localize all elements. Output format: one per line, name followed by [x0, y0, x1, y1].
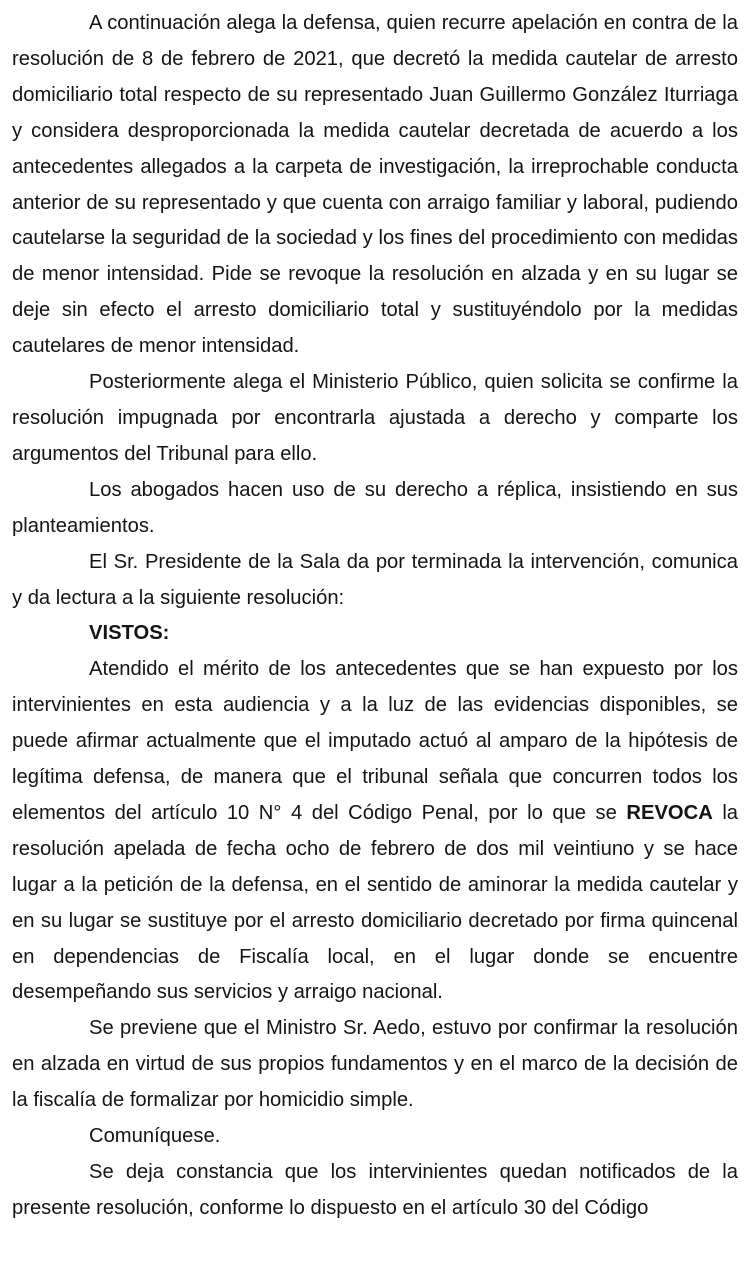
paragraph-reply: Los abogados hacen uso de su derecho a réplica, insistiendo en sus planteamientos. — [12, 478, 738, 537]
vistos-heading — [12, 616, 738, 652]
revoca-keyword: REVOCA — [626, 801, 713, 824]
vistos-text-after: la resolución apelada de fecha ocho de febrero de dos mil veintiuno y se hace lugar a la petición de la defensa, en el sentido de aminorar la medida cautelar y en su lugar se sustituye por el arresto domiciliario decretado por firma quincenal en dependencias de Fiscalía local, en el lugar donde se encuentre desempeñando sus servicios y arraigo nacional. — [12, 801, 739, 1004]
paragraph-comuniquese: Comuníquese. — [89, 1125, 221, 1148]
paragraph-public-ministry: Posteriormente alega el Ministerio Público, quien solicita se confirme la resolución impugnada por encontrarla ajustada a derecho y comparte los argumentos del Tribunal para ello. — [12, 371, 738, 465]
document-page — [12, 6, 738, 1227]
paragraph-defense-appeal: A continuación alega la defensa, quien recurre apelación en contra de la resolución de 8 de febrero de 2021, que decretó la medida cautelar de arresto domiciliario total respecto de su representado Juan Guillermo González Iturriaga y considera desproporcionada la medida cautelar decretada de acuerdo a los antecedentes allegados a la carpeta de investigación, la irreprochable conducta anterior de su representado y que cuenta con arraigo familiar y laboral, pudiendo cautelarse la seguridad de la sociedad y los fines del procedimiento con medidas de menor intensidad. Pide se revoque la resolución en alzada y en su lugar se deje sin efecto el arresto domiciliario total y sustituyéndolo por la medidas cautelares de menor intensidad. — [12, 12, 738, 358]
vistos-heading-text: VISTOS: — [89, 622, 170, 645]
paragraph-president: El Sr. Presidente de la Sala da por terminada la intervención, comunica y da lectura a la siguiente resolución: — [12, 550, 738, 609]
paragraph-notification: Se deja constancia que los intervinientes quedan notificados de la presente resolución, conforme lo dispuesto en el artículo 30 del Código — [12, 1161, 738, 1219]
paragraph-vistos — [12, 652, 738, 1011]
paragraph-prevention: Se previene que el Ministro Sr. Aedo, estuvo por confirmar la resolución en alzada en virtud de sus propios fundamentos y en el marco de la decisión de la fiscalía de formalizar por homicidio simple. — [12, 1017, 738, 1112]
vistos-text-before: Atendido el mérito de los antecedentes que se han expuesto por los intervinientes en esta audiencia y a la luz de las evidencias disponibles, se puede afirmar actualmente que el imputado actuó al amparo de la hipótesis de legítima defensa, de manera que el tribunal señala que concurren todos los elementos del artículo 10 N° 4 del Código Penal, por lo que se — [12, 658, 738, 824]
